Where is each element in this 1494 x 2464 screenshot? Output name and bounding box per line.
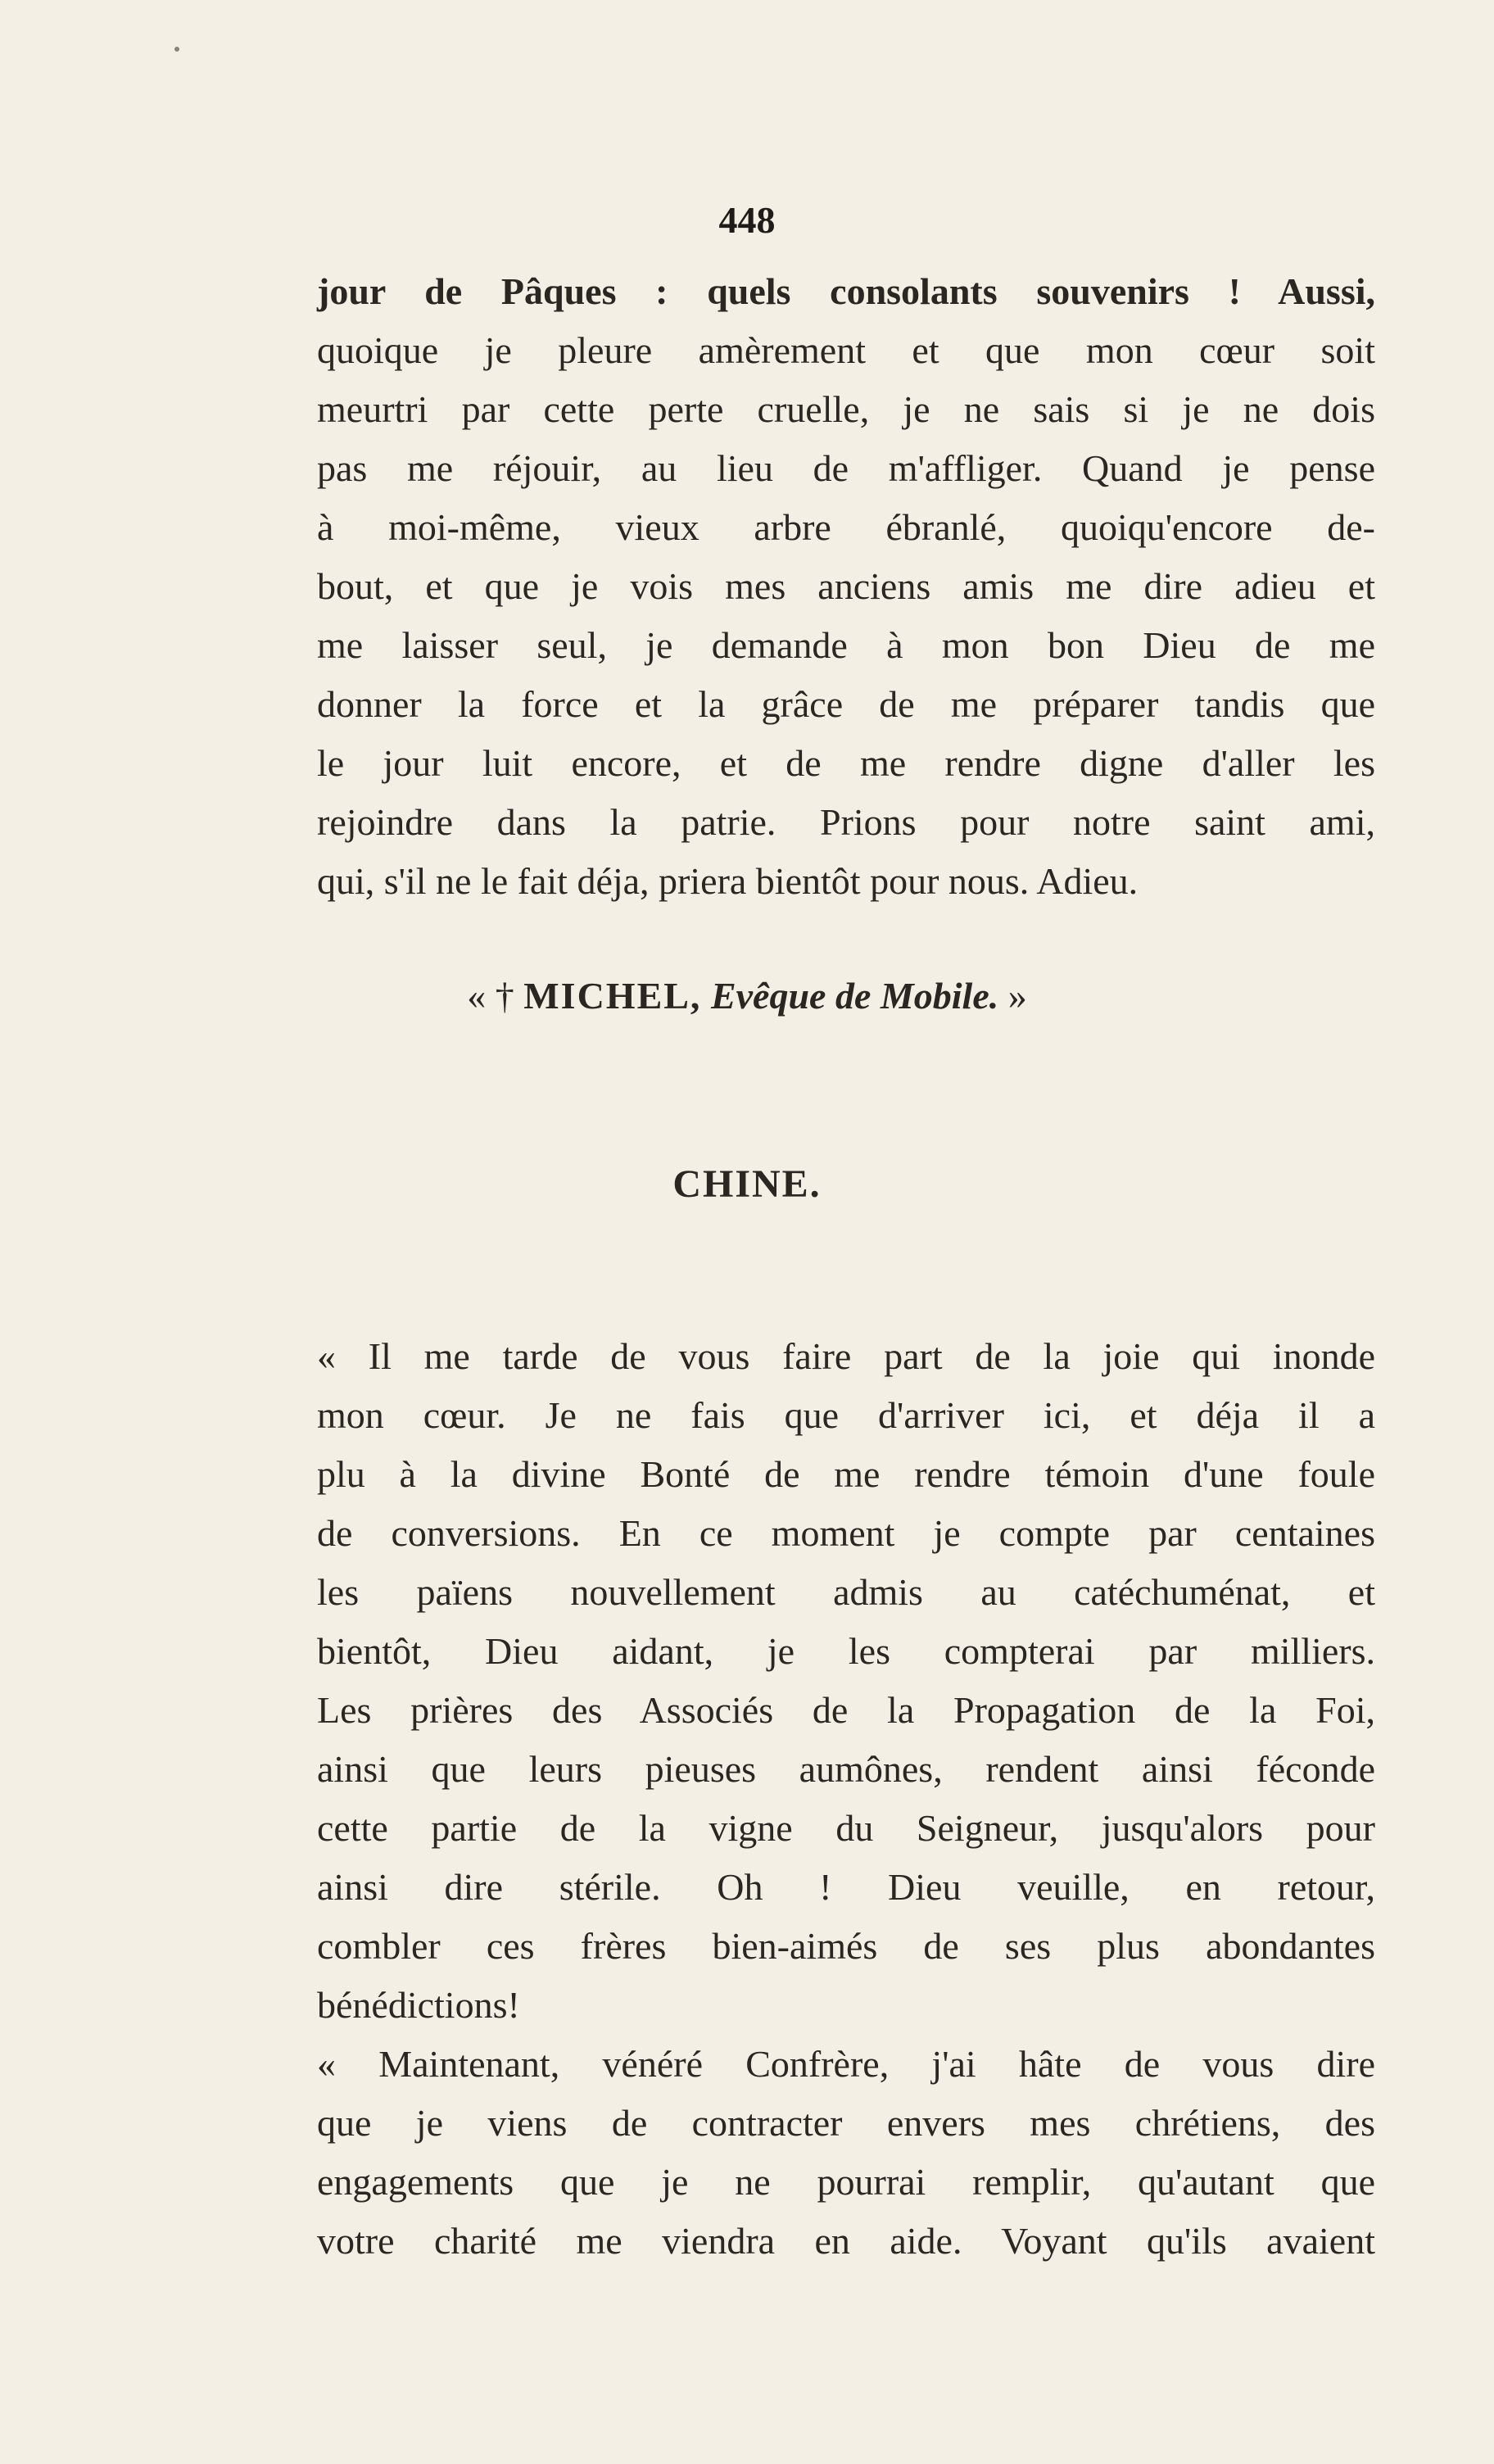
page-number: 448: [718, 199, 776, 241]
text-line: « Il me tarde de vous faire part de la joie qui inonde: [317, 1335, 1375, 1377]
text-line: bout, et que je vois mes anciens amis me dire adieu et: [317, 565, 1375, 607]
text-line: ainsi dire stérile. Oh ! Dieu veuille, en retour,: [317, 1866, 1375, 1908]
signature: [0, 967, 1494, 1026]
text-line: cette partie de la vigne du Seigneur, jusqu'alors pour: [317, 1807, 1375, 1849]
text-line: « Maintenant, vénéré Confrère, j'ai hâte de vous dire: [317, 2043, 1375, 2085]
text-line: meurtri par cette perte cruelle, je ne sais si je ne dois: [317, 388, 1375, 430]
signature-title: Evêque de Mobile.: [710, 975, 999, 1017]
text-line: pas me réjouir, au lieu de m'affliger. Quand je pense: [317, 447, 1375, 489]
text-line: plu à la divine Bonté de me rendre témoin d'une foule: [317, 1453, 1375, 1495]
text-line: le jour luit encore, et de me rendre digne d'aller les: [317, 742, 1375, 784]
paragraph-letter-ending: [317, 262, 1375, 911]
text-line: bénédictions!: [317, 1984, 520, 2026]
text-line: rejoindre dans la patrie. Prions pour notre saint ami,: [317, 801, 1375, 843]
paragraph-china-joy: [317, 1327, 1375, 2035]
cross-symbol: †: [495, 975, 514, 1017]
text-line: qui, s'il ne le fait déja, priera bientôt pour nous. Adieu.: [317, 860, 1139, 902]
text-line: combler ces frères bien-aimés de ses plus abondantes: [317, 1925, 1375, 1967]
ink-spot: [174, 47, 179, 52]
open-quote: «: [467, 975, 487, 1017]
signature-name: MICHEL,: [523, 975, 702, 1017]
text-line: les païens nouvellement admis au catéchuménat, et: [317, 1571, 1375, 1613]
paragraph-engagements: [317, 2035, 1375, 2271]
text-line: me laisser seul, je demande à mon bon Dieu de me: [317, 624, 1375, 666]
text-line: à moi-même, vieux arbre ébranlé, quoiqu'encore de-: [317, 506, 1375, 548]
text-line: engagements que je ne pourrai remplir, qu'autant que: [317, 2161, 1375, 2203]
text-line: mon cœur. Je ne fais que d'arriver ici, et déja il a: [317, 1394, 1375, 1436]
text-line: de conversions. En ce moment je compte par centaines: [317, 1512, 1375, 1554]
text-line: ainsi que leurs pieuses aumônes, rendent ainsi féconde: [317, 1748, 1375, 1790]
text-line: jour de Pâques : quels consolants souvenirs ! Aussi,: [317, 270, 1375, 312]
text-line: Les prières des Associés de la Propagation de la Foi,: [317, 1689, 1375, 1731]
text-line: quoique je pleure amèrement et que mon cœur soit: [317, 329, 1375, 371]
section-heading: CHINE.: [672, 1162, 822, 1206]
text-line: bientôt, Dieu aidant, je les compterai par milliers.: [317, 1630, 1375, 1672]
text-line: donner la force et la grâce de me préparer tandis que: [317, 683, 1375, 725]
text-line: votre charité me viendra en aide. Voyant qu'ils avaient: [317, 2220, 1375, 2262]
text-line: que je viens de contracter envers mes chrétiens, des: [317, 2102, 1375, 2144]
close-quote: »: [1007, 975, 1027, 1017]
